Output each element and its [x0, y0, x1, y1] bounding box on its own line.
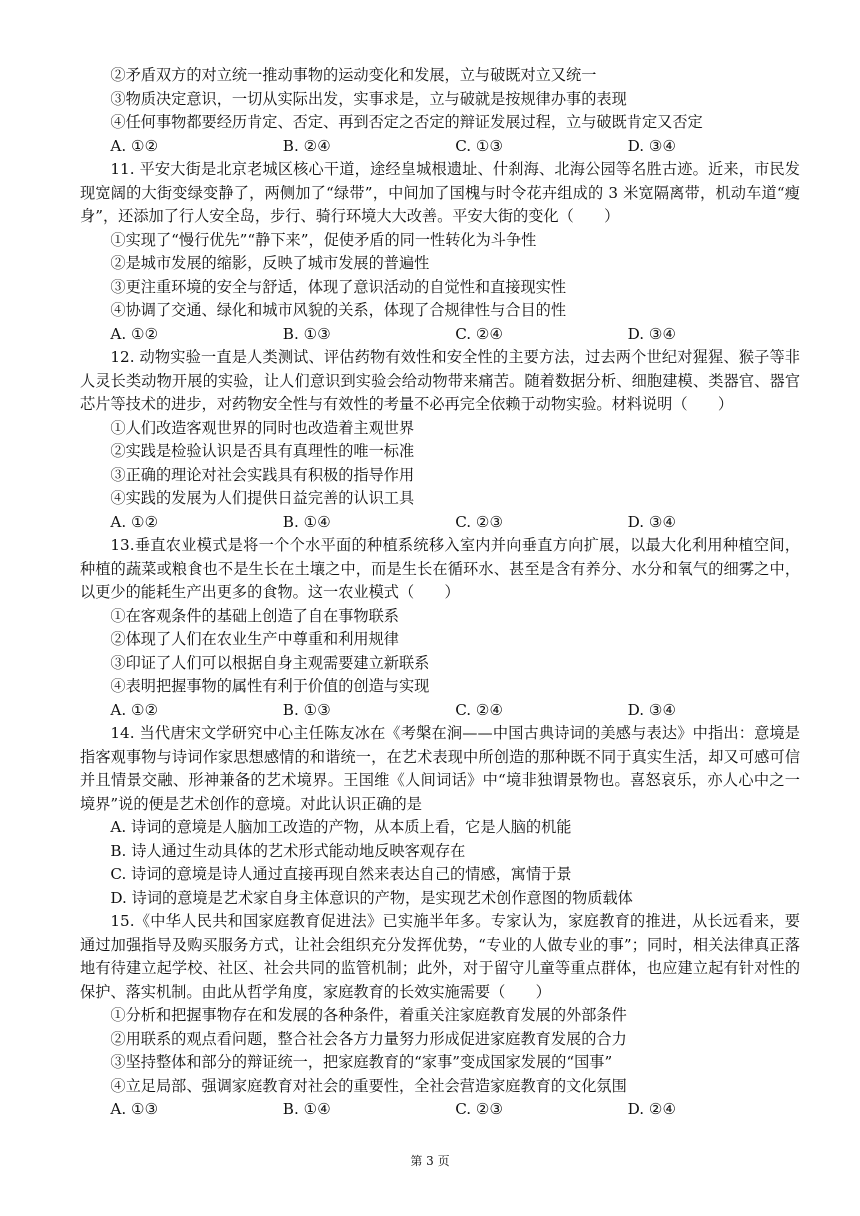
choice-d: D. ③④	[627, 512, 677, 531]
choice-b: B. ①③	[282, 324, 331, 343]
choice-c: C. ②④	[455, 324, 504, 343]
option-line: ①分析和把握事物存在和发展的各种条件，着重关注家庭教育发展的外部条件	[110, 1006, 627, 1024]
question-stem: 13.垂直农业模式是将一个个水平面的种植系统移入室内并向垂直方向扩展，以最大化利用种植空间，种植的蔬菜或粮食也不是生长在土壤之中，而是生长在循环水、甚至是含有养分、水分和氧气的细雾之中，以更少的能耗生产出更多的食物。这一农业模式（ ）	[80, 536, 800, 601]
answer-choices	[80, 1098, 800, 1122]
question-13	[80, 534, 800, 722]
choice-c: C. ①③	[455, 136, 504, 155]
answer-choices	[80, 699, 800, 723]
question-15	[80, 910, 800, 1122]
answer-choices	[80, 323, 800, 347]
option-line: ④任何事物都要经历肯定、否定、再到否定之否定的辩证发展过程，立与破既肯定又否定	[110, 113, 703, 131]
choice-a: A. ①②	[110, 324, 159, 343]
choice-c: C. ②④	[455, 700, 504, 719]
option-line: ④表明把握事物的属性有利于价值的创造与实现	[110, 677, 430, 695]
option-line: ③正确的理论对社会实践具有积极的指导作用	[110, 465, 415, 484]
choice-b: B. ①④	[282, 1100, 331, 1118]
option-line: ④立足局部、强调家庭教育对社会的重要性，全社会营造家庭教育的文化氛围	[110, 1076, 627, 1095]
choice-b: B. ①④	[282, 512, 331, 531]
question-12	[80, 346, 800, 534]
option-line: ①实现了“慢行优先”“静下来”，促使矛盾的同一性转化为斗争性	[110, 230, 537, 249]
choice-a: A. ①③	[110, 1100, 159, 1118]
option-line: ③印证了人们可以根据自身主观需要建立新联系	[110, 653, 430, 672]
option-line: ③更注重环境的安全与舒适，体现了意识活动的自觉性和直接现实性	[110, 277, 567, 296]
question-stem: 12. 动物实验一直是人类测试、评估药物有效性和安全性的主要方法，过去两个世纪对猩猩、猴子等非人灵长类动物开展的实验，让人们意识到实验会给动物带来痛苦。随着数据分析、细胞建模、类器官、器官芯片等技术的进步，对药物安全性与有效性的考量不必再完全依赖于动物实验。材料说明（ ）	[80, 348, 800, 413]
option-line: D. 诗词的意境是艺术家自身主体意识的产物，是实现艺术创作意图的物质载体	[110, 888, 633, 907]
option-line: ④实践的发展为人们提供日益完善的认识工具	[110, 489, 415, 507]
option-line: ②实践是检验认识是否具有真理性的唯一标准	[110, 442, 415, 460]
choice-c: C. ②③	[455, 512, 504, 531]
choice-d: D. ③④	[627, 324, 677, 343]
choice-a: A. ①②	[110, 700, 159, 719]
choice-d: D. ③④	[627, 136, 677, 155]
choice-c: C. ②③	[455, 1100, 504, 1118]
option-line: ②矛盾双方的对立统一推动事物的运动变化和发展，立与破既对立又统一	[110, 66, 597, 84]
page-number: 第 3 页	[410, 1154, 450, 1168]
choice-d: D. ③④	[627, 700, 677, 719]
option-line: ③坚持整体和部分的辩证统一，把家庭教育的“家事”变成国家发展的“国事”	[110, 1053, 613, 1071]
question-10-continued	[80, 64, 800, 158]
question-stem: 15.《中华人民共和国家庭教育促进法》已实施半年多。专家认为，家庭教育的推进，从长远看来，要通过加强指导及购买服务方式，让社会组织充分发挥优势，“专业的人做专业的事”；同时，相关法律真正落地有待建立起学校、社区、社会共同的监管机制；此外，对于留守儿童等重点群体，也应建立起有针对性的保护、落实机制。由此从哲学角度，家庭教育的长效实施需要（ ）	[80, 912, 800, 1001]
option-line: B. 诗人通过生动具体的艺术形式能动地反映客观存在	[110, 841, 466, 860]
option-line: C. 诗词的意境是诗人通过直接再现自然来表达自己的情感，寓情于景	[110, 865, 572, 883]
option-line: ③物质决定意识，一切从实际出发，实事求是，立与破就是按规律办事的表现	[110, 89, 627, 108]
option-line: ②是城市发展的缩影，反映了城市发展的普遍性	[110, 254, 430, 272]
answer-choices	[80, 135, 800, 159]
choice-a: A. ①②	[110, 136, 159, 155]
choice-b: B. ②④	[282, 136, 331, 155]
answer-choices	[80, 511, 800, 535]
choice-d: D. ②④	[627, 1100, 677, 1118]
page-content	[80, 64, 800, 1122]
choice-a: A. ①②	[110, 512, 159, 531]
choice-b: B. ①③	[282, 700, 331, 719]
question-11	[80, 158, 800, 346]
option-line: ②用联系的观点看问题，整合社会各方力量努力形成促进家庭教育发展的合力	[110, 1029, 627, 1048]
question-14	[80, 722, 800, 910]
question-stem: 14. 当代唐宋文学研究中心主任陈友冰在《考槃在涧——中国古典诗词的美感与表达》中指出：意境是指客观事物与诗词作家思想感情的和谐统一，在艺术表现中所创造的那种既不同于真实生活，却又可感可信并且情景交融、形神兼备的艺术境界。王国维《人间词话》中“境非独谓景物也。喜怒哀乐，亦人心中之一境界”说的便是艺术创作的意境。对此认识正确的是	[80, 724, 800, 813]
option-line: ①人们改造客观世界的同时也改造着主观世界	[110, 418, 415, 437]
option-line: ①在客观条件的基础上创造了自在事物联系	[110, 606, 399, 625]
option-line: A. 诗词的意境是人脑加工改造的产物，从本质上看，它是人脑的机能	[110, 818, 572, 836]
option-line: ④协调了交通、绿化和城市风貌的关系，体现了合规律性与合目的性	[110, 301, 567, 319]
question-stem: 11. 平安大街是北京老城区核心干道，途经皇城根遗址、什刹海、北海公园等名胜古迹。近来，市民发现宽阔的大街变绿变静了，两侧加了“绿带”，中间加了国槐与时令花卉组成的 3 米宽隔离带，机动车道“瘦身”，还添加了行人安全岛，步行、骑行环境大大改善。平安大街的变化（ ）	[80, 160, 800, 225]
option-line: ②体现了人们在农业生产中尊重和利用规律	[110, 630, 399, 648]
